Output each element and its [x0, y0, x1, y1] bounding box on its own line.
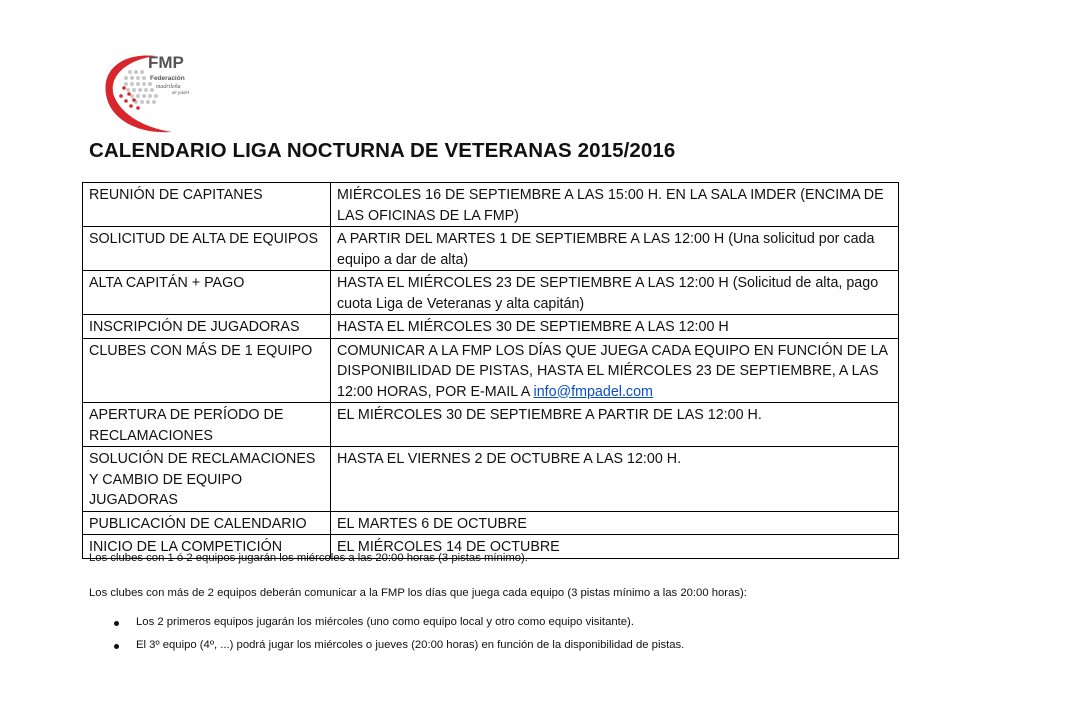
bullet-list: [89, 616, 684, 662]
schedule-value: EL MIÉRCOLES 14 DE OCTUBRE: [331, 535, 899, 559]
schedule-value: A PARTIR DEL MARTES 1 DE SEPTIEMBRE A LAS 12:00 H (Una solicitud por cada equipo a dar de alta): [331, 227, 899, 271]
document-title: CALENDARIO LIGA NOCTURNA DE VETERANAS 2015/2016: [89, 139, 676, 162]
bullet-item: Los 2 primeros equipos jugarán los miércoles (uno como equipo local y otro como equipo visitante).: [89, 616, 684, 639]
schedule-row: [83, 403, 899, 447]
bullet-dot: [114, 621, 119, 626]
logo-abbr: FMP: [148, 53, 184, 72]
schedule-row: [83, 338, 899, 403]
schedule-row: [83, 183, 899, 227]
schedule-label: SOLICITUD DE ALTA DE EQUIPOS: [83, 227, 331, 271]
schedule-value: HASTA EL MIÉRCOLES 30 DE SEPTIEMBRE A LAS 12:00 H: [331, 315, 899, 339]
schedule-label: CLUBES CON MÁS DE 1 EQUIPO: [83, 338, 331, 403]
schedule-row: [83, 227, 899, 271]
schedule-label: INICIO DE LA COMPETICIÓN: [83, 535, 331, 559]
schedule-value: MIÉRCOLES 16 DE SEPTIEMBRE A LAS 15:00 H. EN LA SALA IMDER (ENCIMA DE LAS OFICINAS DE LA FMP): [331, 183, 899, 227]
note-small-clubs: Los clubes con 1 ó 2 equipos jugarán los miércoles a las 20:00 horas (3 pistas mínimo).: [89, 552, 528, 564]
schedule-row: [83, 271, 899, 315]
email-link[interactable]: info@fmpadel.com: [533, 383, 653, 400]
schedule-value: HASTA EL VIERNES 2 DE OCTUBRE A LAS 12:00 H.: [331, 447, 899, 512]
schedule-label: INSCRIPCIÓN DE JUGADORAS: [83, 315, 331, 339]
schedule-value: HASTA EL MIÉRCOLES 23 DE SEPTIEMBRE A LAS 12:00 H (Solicitud de alta, pago cuota Liga de Veteranas y alta capitán): [331, 271, 899, 315]
schedule-row: [83, 315, 899, 339]
schedule-label: ALTA CAPITÁN + PAGO: [83, 271, 331, 315]
schedule-row: [83, 447, 899, 512]
schedule-label: REUNIÓN DE CAPITANES: [83, 183, 331, 227]
logo-line1: Federación: [150, 75, 185, 82]
schedule-label: APERTURA DE PERÍODO DE RECLAMACIONES: [83, 403, 331, 447]
schedule-row: [83, 511, 899, 535]
schedule-value: COMUNICAR A LA FMP LOS DÍAS QUE JUEGA CADA EQUIPO EN FUNCIÓN DE LA DISPONIBILIDAD DE PISTAS, HASTA EL MIÉRCOLES 23 DE SEPTIEMBRE, A LAS 12:00 HORAS, POR E-MAIL A info@fmpadel.com: [331, 338, 899, 403]
note-large-clubs: Los clubes con más de 2 equipos deberán comunicar a la FMP los días que juega cada equipo (3 pistas mínimo a las 20:00 horas):: [89, 587, 747, 599]
bullet-dot: [114, 644, 119, 649]
schedule-label: SOLUCIÓN DE RECLAMACIONES Y CAMBIO DE EQUIPO JUGADORAS: [83, 447, 331, 512]
logo-line3: de pádel: [172, 91, 190, 96]
schedule-table: [82, 182, 899, 559]
logo-line2: madrileña: [156, 84, 181, 90]
schedule-label: PUBLICACIÓN DE CALENDARIO: [83, 511, 331, 535]
schedule-value: EL MARTES 6 DE OCTUBRE: [331, 511, 899, 535]
schedule-value: EL MIÉRCOLES 30 DE SEPTIEMBRE A PARTIR DE LAS 12:00 H.: [331, 403, 899, 447]
bullet-item: El 3º equipo (4º, ...) podrá jugar los miércoles o jueves (20:00 horas) en función de la disponibilidad de pistas.: [89, 639, 684, 662]
fmp-logo: [96, 48, 206, 136]
